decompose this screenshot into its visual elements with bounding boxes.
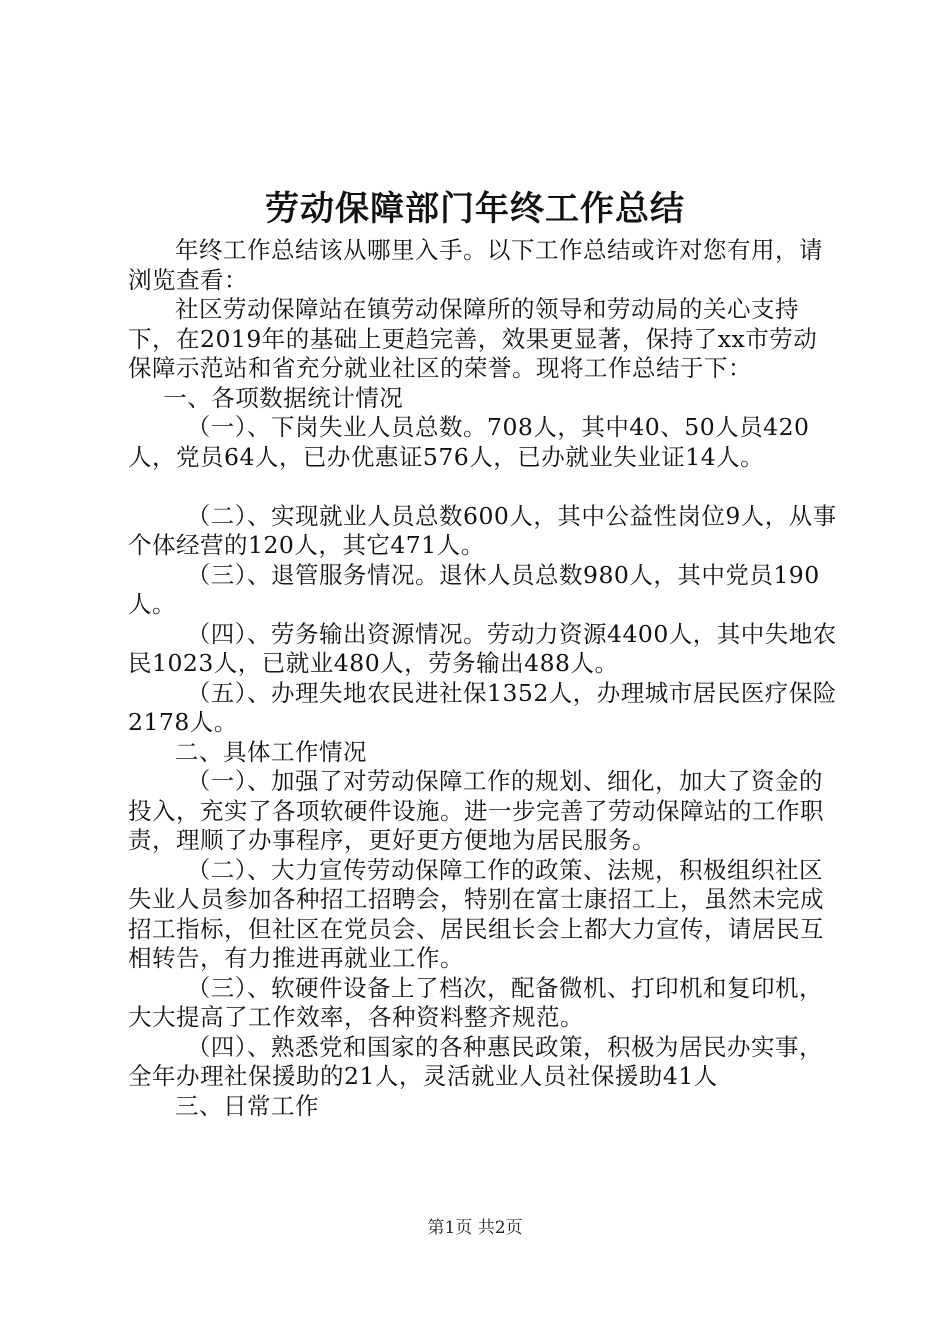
summary-paragraph: 社区劳动保障站在镇劳动保障所的领导和劳动局的关心支持下，在2019年的基础上更趋完善，效果更显著，保持了xx市劳动保障示范站和省充分就业社区的荣誉。现将工作总结于下：: [128, 295, 818, 382]
statistics-item-5: （五）、办理失地农民进社保1352人，办理城市居民医疗保险2178人。: [128, 678, 837, 736]
statistics-item-4: （四）、劳务输出资源情况。劳动力资源4400人，其中失地农民1023人，已就业480人，劳务输出488人。: [128, 619, 837, 677]
statistics-item-2: （二）、实现就业人员总数600人，其中公益性岗位9人，从事个体经营的120人，其它471人。: [128, 501, 837, 559]
document-body: [128, 236, 840, 1121]
statistics-item-1: （一）、下岗失业人员总数。708人，其中40、50人员420人，党员64人，已办优惠证576人，已办就业失业证14人。: [128, 413, 810, 471]
statistics-item-3: （三）、退管服务情况。退休人员总数980人，其中党员190人。: [128, 560, 820, 618]
work-item-4: （四）、熟悉党和国家的各种惠民政策，积极为居民办实事，全年办理社保援助的21人，灵活就业人员社保援助41人: [128, 1032, 823, 1090]
blank-line: [128, 472, 840, 502]
work-item-2: （二）、大力宣传劳动保障工作的政策、法规，积极组织社区失业人员参加各种招工招聘会，特别在富士康招工上，虽然未完成招工指标，但社区在党员会、居民组长会上都大力宣传，请居民互相转告，有力推进再就业工作。: [128, 855, 824, 972]
work-item-1: （一）、加强了对劳动保障工作的规划、细化，加大了资金的投入，充实了各项软硬件设施。进一步完善了劳动保障站的工作职责，理顺了办事程序，更好更方便地为居民服务。: [128, 767, 824, 854]
section-heading-daily: 三、日常工作: [175, 1091, 319, 1120]
section-heading-statistics: 一、各项数据统计情况: [163, 383, 404, 412]
document-title: 劳动保障部门年终工作总结: [265, 189, 685, 229]
intro-paragraph: 年终工作总结该从哪里入手。以下工作总结或许对您有用，请浏览查看：: [128, 236, 823, 294]
page-number: 第1页 共2页: [427, 1218, 523, 1238]
section-heading-work: 二、具体工作情况: [175, 737, 367, 766]
work-item-3: （三）、软硬件设备上了档次，配备微机、打印机和复印机，大大提高了工作效率，各种资料整齐规范。: [128, 973, 823, 1031]
